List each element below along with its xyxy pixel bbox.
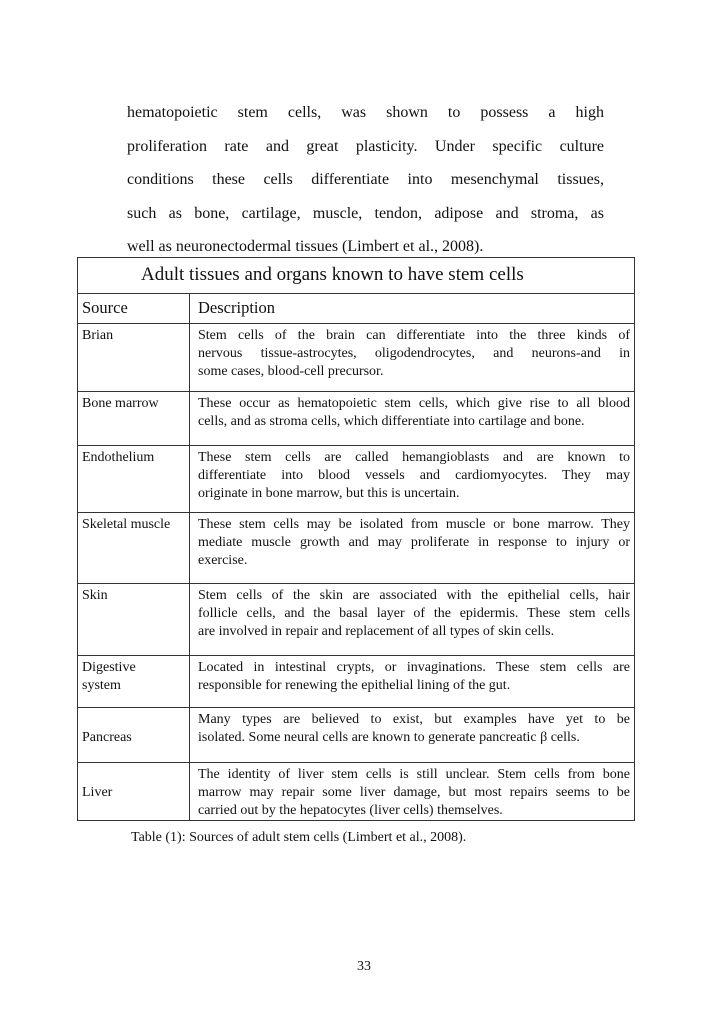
source-cell: Brian — [78, 324, 190, 392]
column-header-description: Description — [190, 294, 635, 324]
source-cell: Endothelium — [78, 446, 190, 513]
description-cell: These occur as hematopoietic stem cells, which give rise to all blood cells, and as stroma cells, which differentiate into cartilage and bone. — [190, 392, 635, 446]
table-row — [78, 584, 635, 656]
table-title: Adult tissues and organs known to have stem cells — [78, 258, 635, 294]
body-paragraph — [127, 96, 604, 264]
table-row — [78, 513, 635, 584]
table-row — [78, 763, 635, 821]
table-row — [78, 656, 635, 708]
page-number: 33 — [357, 959, 371, 974]
table-row — [78, 708, 635, 763]
table-row — [78, 324, 635, 392]
source-cell: Digestive system — [78, 656, 190, 708]
description-cell: These stem cells may be isolated from muscle or bone marrow. They mediate muscle growth and may proliferate in response to injury or exercise. — [190, 513, 635, 584]
column-header-source: Source — [78, 294, 190, 324]
description-cell: Many types are believed to exist, but examples have yet to be isolated. Some neural cells are known to generate pancreatic β cells. — [190, 708, 635, 763]
source-cell: Skeletal muscle — [78, 513, 190, 584]
stem-cells-table — [77, 257, 635, 821]
table-caption: Table (1): Sources of adult stem cells (Limbert et al., 2008). — [131, 830, 467, 845]
description-cell: Stem cells of the brain can differentiate into the three kinds of nervous tissue-astrocytes, oligodendrocytes, and neurons-and in some cases, blood-cell precursor. — [190, 324, 635, 392]
description-cell: The identity of liver stem cells is still unclear. Stem cells from bone marrow may repair some liver damage, but most repairs seems to be carried out by the hepatocytes (liver cells) themselves. — [190, 763, 635, 821]
paragraph-line: conditions these cells differentiate into mesenchymal tissues, — [127, 171, 604, 189]
description-cell: These stem cells are called hemangioblasts and are known to differentiate into blood vessels and cardiomyocytes. They may originate in bone marrow, but this is uncertain. — [190, 446, 635, 513]
table-row — [78, 392, 635, 446]
source-cell: Bone marrow — [78, 392, 190, 446]
paragraph-line: such as bone, cartilage, muscle, tendon, adipose and stroma, as — [127, 204, 604, 222]
source-cell: Skin — [78, 584, 190, 656]
description-cell: Stem cells of the skin are associated with the epithelial cells, hair follicle cells, and the basal layer of the epidermis. These stem cells are involved in repair and replacement of all types of skin cells. — [190, 584, 635, 656]
table-row — [78, 446, 635, 513]
paragraph-line: proliferation rate and great plasticity. Under specific culture — [127, 137, 604, 155]
source-cell: Pancreas — [78, 708, 190, 763]
paragraph-line: well as neuronectodermal tissues (Limbert et al., 2008). — [127, 238, 484, 256]
paragraph-line: hematopoietic stem cells, was shown to possess a high — [127, 104, 604, 121]
description-cell: Located in intestinal crypts, or invaginations. These stem cells are responsible for renewing the epithelial lining of the gut. — [190, 656, 635, 708]
source-cell: Liver — [78, 763, 190, 821]
